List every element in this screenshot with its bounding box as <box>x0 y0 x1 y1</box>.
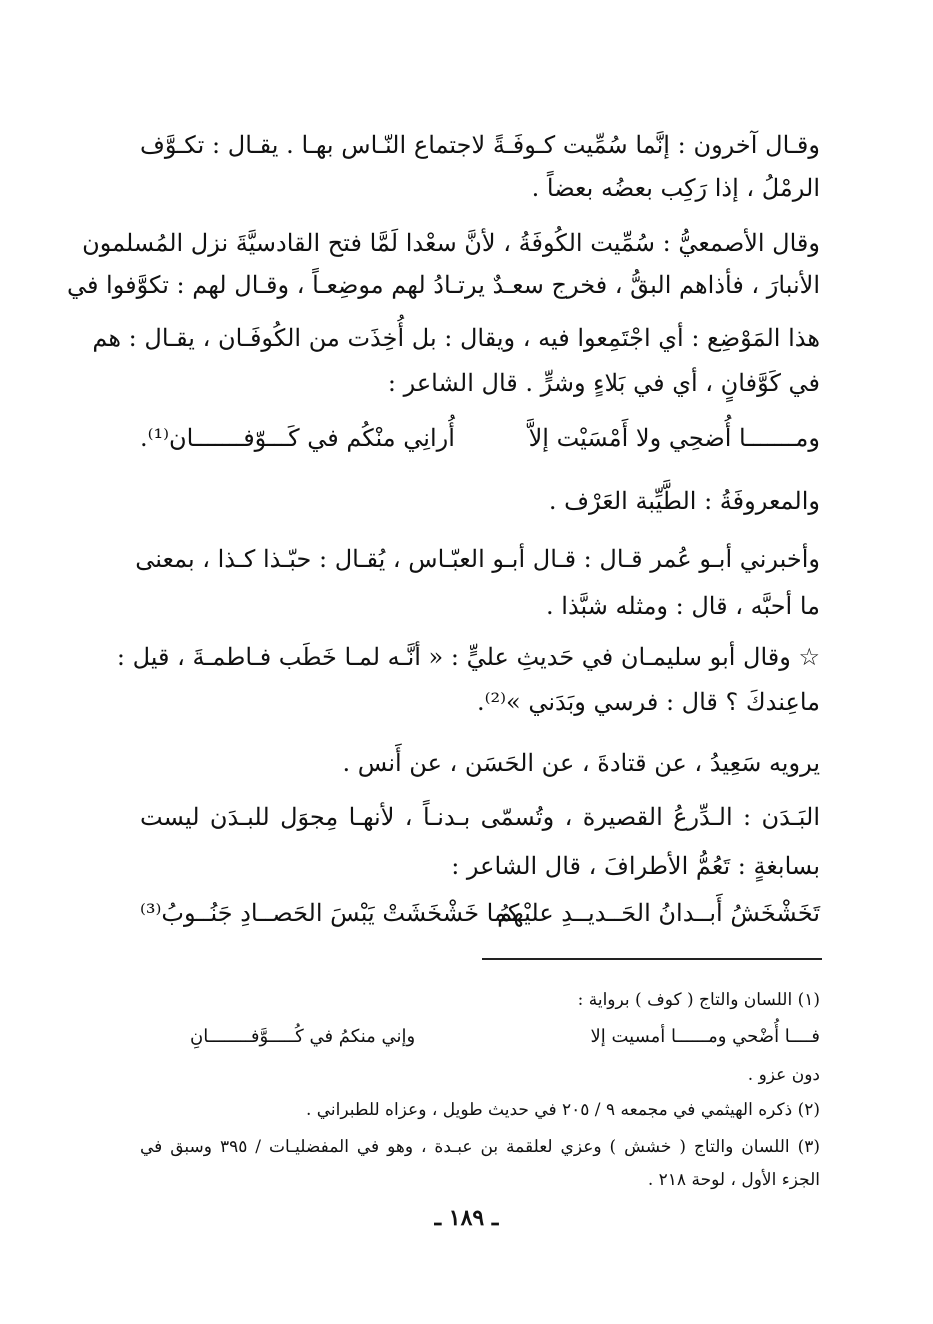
paragraph-4-line-2: ما أحبَّه ، قال : ومثله شبَّذا . <box>546 592 820 620</box>
paragraph-6-line-1: يرويه سَعِيدُ ، عن قتادةَ ، عن الحَسَن ، عن أَنس . <box>342 749 820 777</box>
footnote-1-line-1: (١) اللسان والتاج ( كوف ) برواية : <box>577 990 820 1010</box>
paragraph-7-line-2: بسابغةٍ : تَعُمُّ الأطرافَ ، قال الشاعر : <box>451 852 820 880</box>
footnote-3-line-1: (٣) اللسان والتاج ( خشش ) وعزي لعلقمة بن عبـدة ، وهو في المفضليـات / ٣٩٥ وسبق في <box>140 1137 820 1157</box>
verse-1-second-hemistich: أُرانِي منْكُم في كَـــوّفـــــــان⁽¹⁾. <box>140 424 455 452</box>
page-number: ـ ١٨٩ ـ <box>434 1205 499 1231</box>
verse-2-first-hemistich: تَخَشْخَشُ أَبــدانُ الحَــديــدِ عليْهمُ <box>497 899 820 927</box>
verse-2-second-hemistich: كما خَشْخَشَتْ يَبْسَ الحَصــادِ جَنُــوبُ⁽³⁾ <box>140 899 520 927</box>
paragraph-2-line-1: وقال الأصمعيُّ : سُمِّيت الكُوفَةُ ، لأنَّ سعْدا لَمَّا فتح القادسيَّةَ نزل المُسلمون <box>82 229 820 257</box>
footnote-1-verse-second-hemistich: وإني منكمُ في كُـــــوَّفــــــــانِ <box>190 1026 416 1047</box>
paragraph-2-line-2: الأنبارَ ، فأذاهم البقُّ ، فخرج سعـدٌ يرتـادُ لهم موضِعـاً ، وقـال لهم : تكوَّفوا في <box>66 271 820 299</box>
footnote-3-line-2: الجزء الأول ، لوحة ٢١٨ . <box>647 1170 820 1190</box>
paragraph-1-line-2: الرمْلُ ، إذا رَكِب بعضُه بعضاً . <box>531 174 820 202</box>
paragraph-7-line-1: البَـدَن : الـدِّرعُ القصيرة ، وتُسمّى بـدنـاً ، لأنهـا مِجوَل للبـدَن ليست <box>140 803 820 831</box>
verse-2 <box>140 895 820 931</box>
paragraph-4-line-1: وأخبرني أبـو عُمر قـال : قـال أبـو العبّـاس ، يُقـال : حبّـذا كـذا ، بمعنى <box>135 545 820 573</box>
paragraph-2-line-4: في كَوَّفانٍ ، أي في بَلاءٍ وشرٍّ . قال الشاعر : <box>387 369 820 397</box>
footnote-2-line-1: (٢) ذكره الهيثمي في مجمعه ٩ / ٢٠٥ في حديث طويل ، وعزاه للطبراني . <box>305 1100 820 1120</box>
paragraph-5-line-2: ماعِندكَ ؟ قال : فرسي وبَدَني »⁽²⁾. <box>476 688 820 716</box>
footnote-1-verse-first-hemistich: فــــا أُضْحي ومــــــا أمسيت إلا <box>590 1026 820 1047</box>
paragraph-3-line-1: والمعروفَةُ : الطَّيِّبة العَرْف . <box>548 487 820 515</box>
paragraph-1-line-1: وقـال آخرون : إنَّما سُمِّيت كـوفَـةً لاجتماع النّـاس بهـا . يقـال : تكـوَّف <box>140 131 820 159</box>
paragraph-5-line-1: ☆ وقال أبو سليمـان في حَديثِ عليٍّ : « أنَّـه لمـا خَطَب فـاطمـةَ ، قيل : <box>116 643 820 671</box>
footnote-1-line-3: دون عزو . <box>747 1065 820 1085</box>
footnote-separator <box>482 958 822 960</box>
verse-1 <box>140 420 820 456</box>
paragraph-2-line-3: هذا المَوْضِع : أي اجْتَمِعوا فيه ، ويقال : بل أُخِذَت من الكُوفَـان ، يقـال : هم <box>92 324 820 352</box>
verse-1-first-hemistich: ومـــــــا أُضحِي ولا أَمْسَيْت إلاَّ <box>528 424 820 452</box>
footnote-1-verse <box>190 1022 820 1052</box>
